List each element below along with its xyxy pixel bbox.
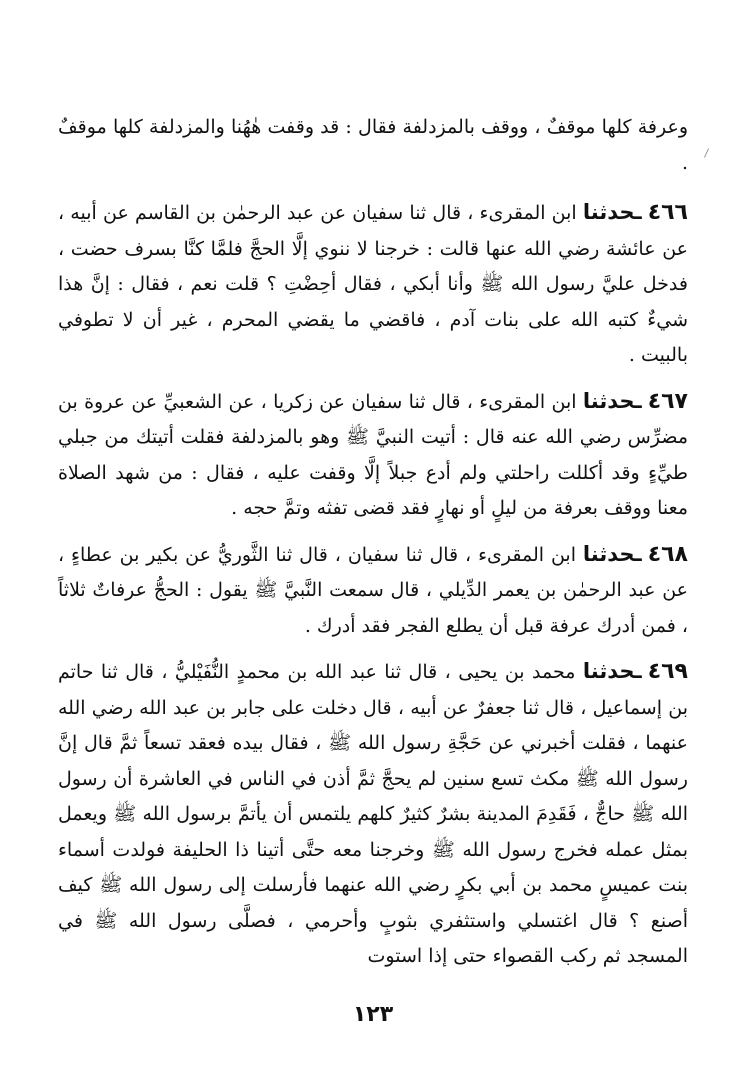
hadith-text: ابن المقرىء ، قال ثنا سفيان ، قال ثنا الثَّوريُّ عن بكير بن عطاءٍ ، عن عبد الرحمٰن بن يعمر الدِّيلي ، قال سمعت النَّبيَّ ﷺ يقول : الحجُّ عرفاتٌ ثلاثاً ، فمن أدرك عرفة قبل أن يطلع الفجر فقد أدرك .: [58, 543, 688, 637]
hadith-467: [58, 384, 688, 527]
hadith-text: ابن المقرىء ، قال ثنا سفيان عن عبد الرحمٰن بن القاسم عن أبيه ، عن عائشة رضي الله عنها قالت : خرجنا لا ننوي إلَّا الحجَّ فلمَّا كنَّا بسرف حضت ، فدخل عليَّ رسول الله ﷺ وأنا أبكي ، فقال أحِضْتِ ؟ قلت نعم ، فقال : إنَّ هذا شيءٌ كتبه الله على بنات آدم ، فاقضي ما يقضي المحرم ، غير أن لا تطوفي بالبيت .: [58, 202, 688, 366]
hadith-keyword: ـحدثنا: [582, 200, 642, 224]
hadith-keyword: ـحدثنا: [582, 659, 642, 683]
hadith-number: ٤٦٦: [647, 200, 688, 225]
hadith-469: [58, 654, 688, 975]
hadith-keyword: ـحدثنا: [582, 541, 642, 566]
main-text: [58, 110, 688, 985]
hadith-keyword: ـحدثنا: [582, 388, 642, 413]
margin-mark: [704, 148, 709, 157]
hadith-number: ٤٦٧: [647, 388, 688, 414]
hadith-number: ٤٦٨: [647, 541, 688, 567]
intro-paragraph: وعرفة كلها موقفٌ ، ووقف بالمزدلفة فقال : قد وقفت هٰهُنا والمزدلفة كلها موقفٌ .: [58, 116, 688, 174]
page-number: ١٢٣: [352, 1002, 394, 1027]
hadith-text: ابن المقرىء ، قال ثنا سفيان عن زكريا ، عن الشعبيِّ عن عروة بن مضرِّس رضي الله عنه قال : أتيت النبيَّ ﷺ وهو بالمزدلفة فقلت أتيتك من جبلي طيِّءٍ وقد أكللت راحلتي ولم أدع جبلاً إلَّا وقفت عليه ، فقال : من شهد الصلاة معنا ووقف بعرفة من ليلٍ أو نهارٍ فقد قضى تفثه وتمَّ حجه .: [58, 390, 688, 519]
hadith-466: [58, 195, 688, 374]
hadith-text: محمد بن يحيى ، قال ثنا عبد الله بن محمدٍ النُّفَيْليُّ ، قال ثنا حاتم بن إسماعيل ، قال ثنا جعفرٌ عن أبيه ، قال دخلت على جابر بن عبد الله رضي الله عنهما ، فقلت أخبرني عن حَجَّةِ رسول الله ﷺ ، فقال بيده فعقد تسعاً ثمَّ قال إنَّ رسول الله ﷺ مكث تسع سنين لم يحجَّ ثمَّ أذن في الناس في العاشرة أن رسول الله ﷺ حاجٌّ ، فَقَدِمَ المدينة بشرٌ كثيرٌ كلهم يلتمس أن يأتمَّ برسول الله ﷺ ويعمل بمثل عمله فخرج رسول الله ﷺ وخرجنا معه حتَّى أتينا ذا الحليفة فولدت أسماء بنت عميسٍ محمد بن أبي بكرٍ رضي الله عنهما فأرسلت إلى رسول الله ﷺ كيف أصنع ؟ قال اغتسلي واستثفري بثوبٍ وأحرمي ، فصلَّى رسول الله ﷺ في المسجد ثم ركب القصواء حتى إذا استوت: [58, 661, 688, 967]
hadith-468: [58, 537, 688, 645]
hadith-number: ٤٦٩: [647, 659, 688, 684]
